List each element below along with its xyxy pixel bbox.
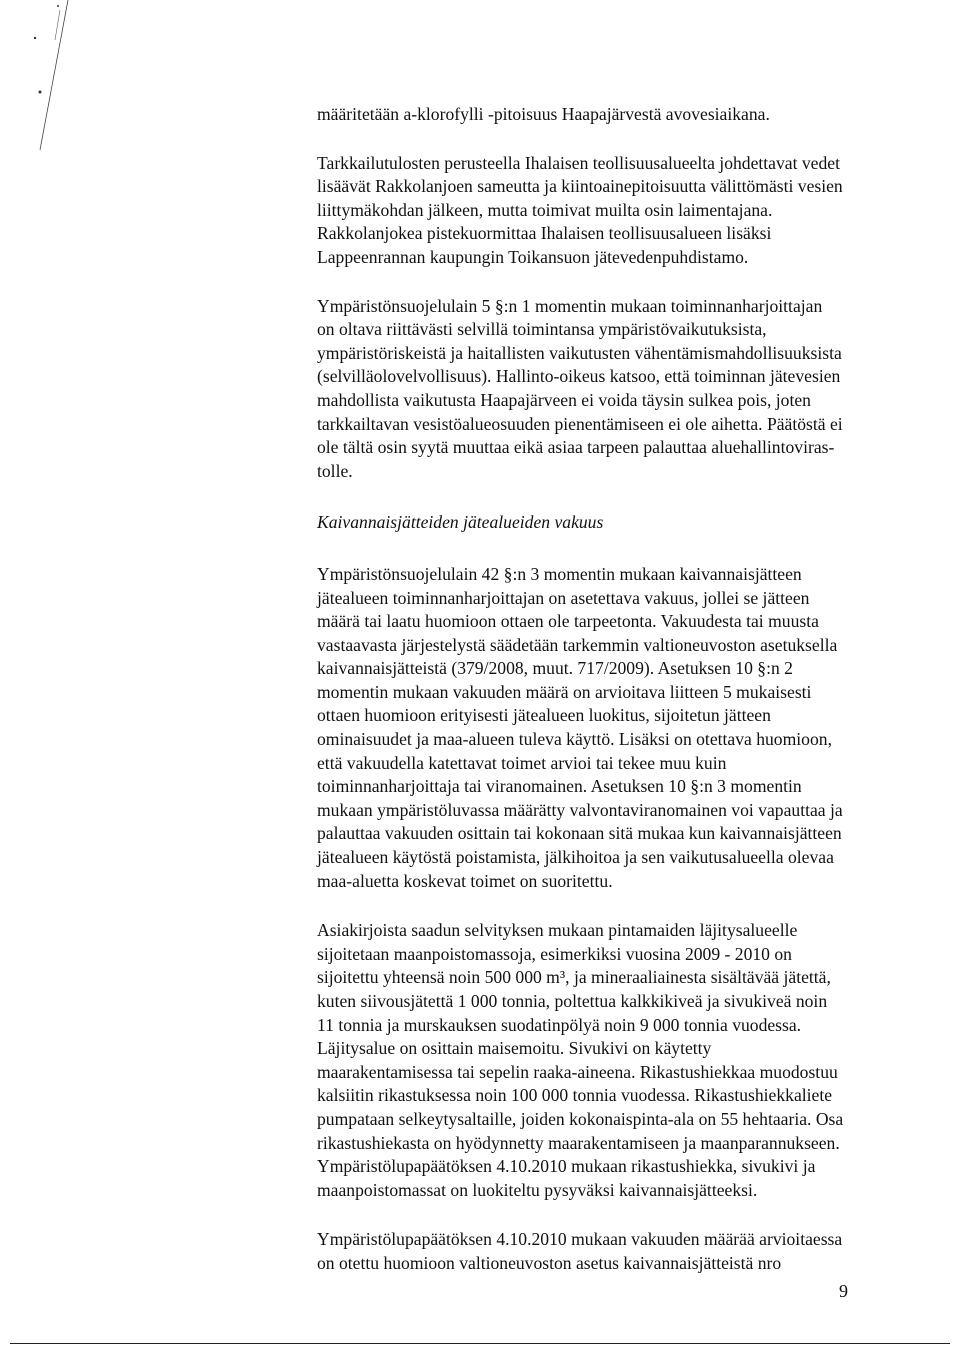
text-line: ottaen huomioon erityisesti jätealueen luokitus, sijoitetun jätteen [317, 705, 771, 726]
paragraph-2 [317, 152, 902, 270]
paragraph-3 [317, 295, 902, 484]
text-line: Läjitysalue on osittain maisemoitu. Sivukivi on käytetty [317, 1038, 712, 1059]
text-line: kalsiitin rikastuksessa noin 100 000 tonnia vuodessa. Rikastushiekkaliete [317, 1085, 833, 1106]
text-line: jätealueen toiminnanharjoittajan on asetettava vakuus, jollei se jätteen [317, 587, 810, 608]
text-line: momentin mukaan vakuuden määrä on arvioitava liitteen 5 mukaisesti [317, 681, 812, 702]
paragraph-6 [317, 1228, 902, 1275]
text-line: liittymäkohdan jälkeen, mutta toimivat muilta osin laimentajana. [317, 199, 773, 220]
section-heading: Kaivannaisjätteiden jätealueiden vakuus [317, 512, 604, 533]
text-line: rikastushiekasta on hyödynnetty maarakentamiseen ja maanparannukseen. [317, 1132, 840, 1153]
text-line: kuten siivousjätettä 1 000 tonnia, poltettua kalkkikiveä ja sivukiveä noin [317, 991, 828, 1011]
text-line: tarkkailtavan vesistöalueosuuden pienentämiseen ei ole aihetta. Päätöstä ei [317, 413, 843, 434]
text-line: tolle. [317, 460, 353, 481]
text-line: 11 tonnia ja murskauksen suodatinpölyä noin 9 000 tonnia vuodessa. [317, 1014, 802, 1035]
text-line: sijoitettu yhteensä noin 500 000 m³, ja mineraaliainesta sisältävää jätettä, [317, 967, 831, 988]
text-line: maanpoistomassat on luokiteltu pysyväksi kaivannaisjätteeksi. [317, 1179, 758, 1200]
text-line: että vakuudella katettavat toimet arvioi tai tekee muu kuin [317, 752, 727, 773]
text-line: kaivannaisjätteistä (379/2008, muut. 717/2009). Asetuksen 10 §:n 2 [317, 658, 793, 679]
text-line: maa-aluetta koskevat toimet on suoritettu. [317, 870, 613, 891]
text-line: on otettu huomioon valtioneuvoston asetus kaivannaisjätteistä nro [317, 1252, 782, 1273]
text-line: lisäävät Rakkolanjoen sameutta ja kiintoainepitoisuutta välittömästi vesien [317, 176, 843, 197]
text-line: määrä tai laatu huomioon ottaen ole tarpeetonta. Vakuudesta tai muusta [317, 611, 819, 632]
text-line: sijoitetaan maanpoistomassoja, esimerkiksi vuosina 2009 - 2010 on [317, 943, 792, 964]
text-line: Lappeenrannan kaupungin Toikansuon jätevedenpuhdistamo. [317, 246, 749, 267]
text-line: Ympäristölupapäätöksen 4.10.2010 mukaan vakuuden määrää arvioitaessa [317, 1229, 843, 1250]
paragraph-5 [317, 919, 902, 1202]
text-line: Ympäristönsuojelulain 5 §:n 1 momentin mukaan toiminnanharjoittajan [317, 295, 823, 316]
text-line: (selvilläolovelvollisuus). Hallinto-oikeus katsoo, että toiminnan jätevesien [317, 366, 841, 387]
text-line: määritetään a-klorofylli -pitoisuus Haapajärvestä avovesiaikana. [317, 104, 770, 124]
text-line: pumpataan selkeytysaltaille, joiden kokonaispinta-ala on 55 hehtaaria. Osa [317, 1108, 844, 1129]
paragraph-4 [317, 563, 902, 893]
text-line: mahdollista vaikutusta Haapajärveen ei voida täysin sulkea pois, joten [317, 389, 811, 410]
bottom-rule [10, 1343, 950, 1344]
text-line: jätealueen käytöstä poistamista, jälkihoitoa ja sen vaikutusalueella olevaa [317, 847, 834, 868]
text-line: Asiakirjoista saadun selvityksen mukaan pintamaiden läjitysalueelle [317, 920, 798, 941]
text-line: maarakentamisessa tai sepelin raaka-aineena. Rikastushiekkaa muodostuu [317, 1061, 838, 1082]
body-text [317, 103, 902, 1276]
text-line: ympäristöriskeistä ja haitallisten vaikutusten vähentämismahdollisuuksista [317, 342, 842, 363]
text-line: ominaisuudet ja maa-alueen tuleva käyttö. Lisäksi on otettava huomioon, [317, 729, 832, 750]
text-line: palauttaa vakuuden osittain tai kokonaan sitä mukaa kun kaivannaisjätteen [317, 823, 842, 844]
text-line: ole tältä osin syytä muuttaa eikä asiaa tarpeen palauttaa aluehallintoviras- [317, 437, 835, 458]
text-line: toiminnanharjoittaja tai viranomainen. Asetuksen 10 §:n 3 momentin [317, 776, 802, 797]
text-line: Tarkkailutulosten perusteella Ihalaisen teollisuusalueelta johdettavat vedet [317, 152, 840, 173]
text-line: vastaavasta järjestelystä säädetään tarkemmin valtioneuvoston asetuksella [317, 634, 838, 655]
text-line: on oltava riittävästi selvillä toimintansa ympäristövaikutuksista, [317, 319, 767, 340]
text-line: Ympäristölupapäätöksen 4.10.2010 mukaan rikastushiekka, sivukivi ja [317, 1156, 816, 1177]
page-number: 9 [839, 1281, 848, 1301]
text-line: mukaan ympäristöluvassa määrätty valvontaviranomainen voi vapauttaa ja [317, 799, 843, 820]
text-line: Rakkolanjokea pistekuormittaa Ihalaisen teollisuusalueen lisäksi [317, 223, 772, 244]
paragraph-1 [317, 103, 902, 127]
text-line: Ympäristönsuojelulain 42 §:n 3 momentin mukaan kaivannaisjätteen [317, 563, 802, 584]
